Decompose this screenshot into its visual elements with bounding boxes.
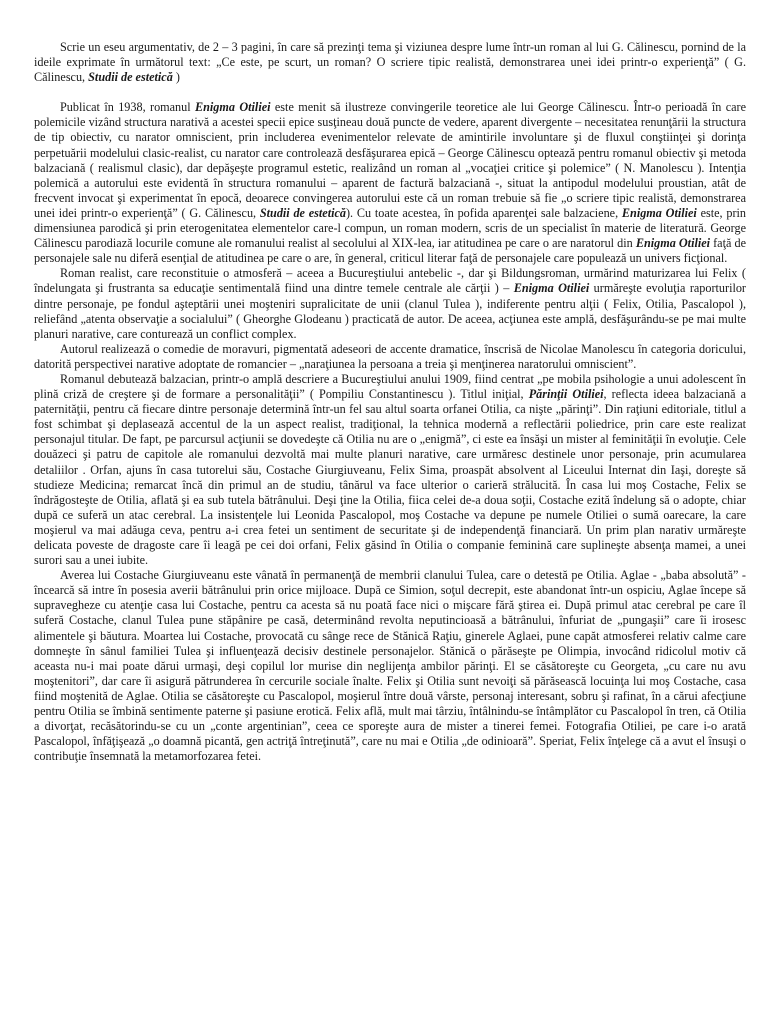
paragraph-text: este, prin dimensiunea parodică şi prin eterogenitatea elementelor care-l compun, un roman modern, scris de un specialist în materie de literatură. George Călinescu parodiază locurile comune ale romanului realist al secolului al XIX-lea, iar atitudinea pe care o are naratorul din [34,205,746,251]
paragraph-text: Autorul realizează o comedie de moravuri, pigmentată adeseori de accente dramatice, înscrisă de Nicolae Manolescu în categoria doricului, datorită perspectivei narative adoptate de romancier – „naraţiunea la persoana a treia şi menţinerea naratorului omniscient”. [34,341,746,371]
paragraph-text: urmăreşte evoluţia raporturilor dintre personaje, pe fondul aşteptării unei moşteniri supralicitate de unii (clanul Tulea ), indiferente pentru alţii ( Felix, Otilia, Pascalopol ), reliefând „atenta observaţie a socialului” ( Gheorghe Glodeanu ) practicată de autor. De aceea, acţiunea este amplă, desfăşurându-se pe mai multe planuri narative, care conturează un conflict complex. [34,281,746,341]
prompt-text-end: ) [172,70,180,85]
paragraph [34,100,746,266]
title-reference: Enigma Otiliei [513,281,590,296]
paragraph-text: Averea lui Costache Giurgiuveanu este vânată în permanenţă de membrii clanului Tulea, care o detestă pe Otilia. Aglae - „baba absolută” - încearcă să intre în posesia averii bătrânului prin orice mijloace. După ce Simion, soţul decrepit, este abandonat într-un ospiciu, Aglae începe să supravegheze cu atenţie casa lui Costache, pentru ca acesta să nu poată face nici o mişcare fără ştirea ei. După primul atac cerebral pe care îl suferă Costache, clanul Tulea pune stăpânire pe casă, determinând revolta neputincioasă a bătrânului, înfuriat de „pungaşii” care îi irosesc alimentele şi băutura. Moartea lui Costache, provocată cu sânge rece de Stănică Raţiu, ginerele Aglaei, pune capăt atmosferei relativ calme care domneşte în sânul familiei Tulea şi influenţează decisiv destinele personajelor. Stănică o părăseşte pe Olimpia, invocând ridicolul motiv că aceasta nu-i mai poate dărui urmaşi, deşi copilul lor murise din neglijenţa ambilor părinţi. El se căsătoreşte cu Georgeta, „cu care nu avu moştenitori”, dar care îi asigură pătrunderea în cercurile sociale înalte. Felix şi Otilia sunt nevoiţi să părăsească locuinţa lui moş Costache, casa fiind moştenită de Aglae. Otilia se căsătoreşte cu Pascalopol, moşierul între două vârste, personaj interesant, sobru şi rafinat, în a cărui afecţiune pentru Otilia se îmbină sentimente paterne şi pasiune erotică. Felix află, mult mai târziu, întâlnindu-se întâmplător cu Pascalopol în tren, că Otilia a divorţat, recăsătorindu-se cu un „conte argentinian”, ceea ce sporeşte aura de mister a tinerei femei. Fotografia Otiliei, pe care i-o arată Pascalopol, înfăţişează „o doamnă picantă, gen actriţă întreţinută”, care nu mai e Otilia „de odinioară”. Speriat, Felix înţelege că a avut el însuşi o contribuţie însemnată la metamorfozarea fetei. [34,568,746,764]
paragraph [34,372,746,568]
paragraph-text: Publicat în 1938, romanul [60,100,196,115]
paragraph-text: , reflecta ideea balzaciană a paternităţii, pentru că fiecare dintre personaje determină într-un fel sau altul soarta orfanei Otilia, ca nişte „părinţi”. Din raţiuni editoriale, titlul a fost schimbat şi deplasează accentul de la un aspect realist, tradiţional, la tehnica modernă a reflectării poliedrice, prin care este realizat personajul titular. De fapt, pe parcursul acţiunii se dovedeşte că Otilia nu are o „enigmă”, ci este ea însăşi un mister al feminităţii în evoluţie. Cele douăzeci şi patru de capitole ale romanului dezvoltă mai multe planuri narative, care urmăresc destinele unor personaje, prin acumularea detaliilor . Orfan, ajuns în casa tutorelui său, Costache Giurgiuveanu, Felix Sima, proaspăt absolvent al Liceului Internat din Iaşi, doreşte să studieze Medicina; remarcat încă din primul an de studiu, tânărul va face ulterior o carieră strălucită. În casa lui moş Costache, Felix se îndrăgosteşte de Otilia, aflată şi ea sub tutela bătrânului. Deşi ţine la Otilia, fiica celei de-a doua soţii, Costache ezită îndelung să o adopte, chiar după ce suferă un atac cerebral. La insistenţele lui Leonida Pascalopol, moş Costache va depune pe numele Otiliei o sumă oarecare, la care moşierul va mai adăuga ceva, pentru a-i crea fetei un sentiment de securitate şi de independenţă financiară. Un prim plan narativ urmăreşte delicata poveste de dragoste care îi leagă pe cei doi orfani, Felix găsind în Otilia o companie feminină care suplineşte absenţa mamei, a unei surori sau a unei iubite. [34,387,747,568]
paragraph-text: ). Cu toate acestea, în pofida aparenţei sale balzaciene, [345,205,622,220]
paragraph [34,342,746,372]
paragraph-text: este menit să ilustreze convingerile teoretice ale lui George Călinescu. Într-o perioadă în care polemicile vizând structura narativă a acestei specii epice susţineau două puncte de vedere, aparent divergente – necesitatea renunţării la structura de tip obiectiv, cu narator omniscient, prin includerea evenimentelor relevate de amintirile involuntare şi de fluxul conştiinţei şi dorinţa perpetuării modelului clasic-realist, cu narator care controlează desfăşurarea epică – George Călinescu optează pentru romanul obiectiv şi metoda balzaciană ( realismul clasic), dar depăşeşte programul estetic, realizând un roman al „vocaţiei critice şi polemice” ( N. Manolescu ). Intenţia polemică a autorului este evidentă în structura romanului – aparent de factură balzaciană -, situat la antipodul modelului proustian, atât de frecvent invocat şi experimentat în epocă, deoarece convingerea autorului este că un roman trebuie să fie „o scriere tipic realistă, demonstrarea unei idei printr-o experienţă” ( G. Călinescu, [34,100,746,220]
document-page [34,40,746,764]
title-reference: Enigma Otiliei [635,236,711,251]
title-reference: Studii de estetică [259,205,346,220]
paragraph [34,568,746,764]
title-reference: Părinţii Otiliei [528,387,604,402]
paragraph [34,266,746,341]
paragraph-text: faţă de personajele sale nu diferă esenţial de atitudinea pe care o are, în general, criticul literar faţă de personajele care populează un univers ficţional. [34,236,746,266]
essay-prompt [34,40,746,85]
paragraph-text: Roman realist, care reconstituie o atmosferă – aceea a Bucureştiului antebelic -, dar şi Bildungsroman, urmărind maturizarea lui Felix ( îndelungata şi frustranta sa educaţie sentimentală fiind una dintre temele centrale ale cărţii ) – [34,266,746,296]
prompt-text: Scrie un eseu argumentativ, de 2 – 3 pagini, în care să prezinţi tema şi viziunea despre lume într-un roman al lui G. Călinescu, pornind de la ideile exprimate în următorul text: „Ce este, pe scurt, un roman? O scriere tipic realistă, demonstrarea unei idei printr-o experienţă” ( G. Călinescu, [34,40,746,85]
prompt-source-title: Studii de estetică [88,70,173,85]
paragraph-text: Romanul debutează balzacian, printr-o amplă descriere a Bucureştiului anului 1909, fiind centrat „pe mobila psihologie a unui adolescent în plină criză de creştere şi de formare a personalităţii” ( Pompiliu Constantinescu ). Titlul iniţial, [34,371,746,402]
title-reference: Enigma Otiliei [621,205,697,220]
title-reference: Enigma Otiliei [195,100,271,115]
